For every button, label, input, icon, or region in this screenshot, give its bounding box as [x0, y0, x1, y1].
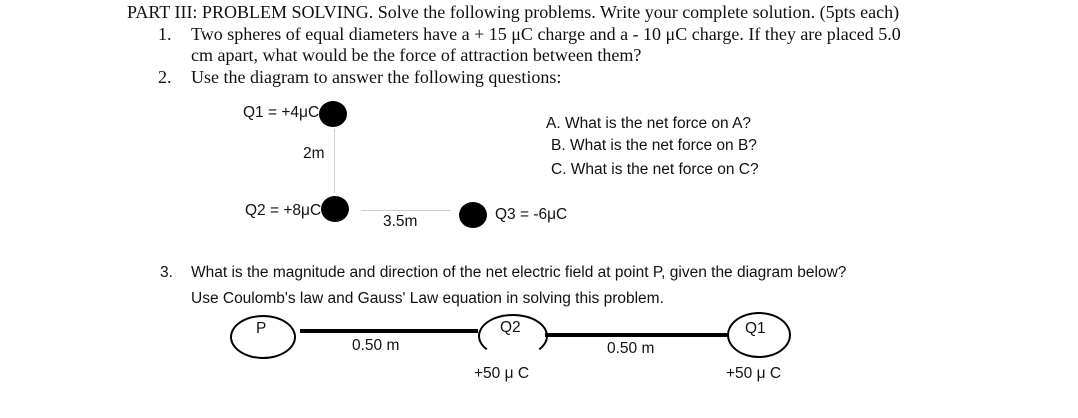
question-b: B. What is the net force on B?: [551, 137, 757, 154]
problem-3-line-1: What is the magnitude and direction of the net electric field at point P, given the diagram below?: [191, 264, 847, 281]
problem-2-number: 2.: [158, 67, 172, 87]
problem-3-number: 3.: [160, 264, 173, 281]
q3-charge-dot: [459, 202, 487, 228]
right-connector-line: [545, 333, 729, 337]
q1-charge-dot: [319, 101, 347, 127]
q2-label: Q2 = +8μC: [245, 202, 322, 219]
question-a: A. What is the net force on A?: [546, 115, 752, 132]
q1-label: Q1 = +4μC: [243, 104, 320, 121]
q1-charge-value: +50 μ C: [726, 365, 782, 382]
problem-1-number: 1.: [158, 24, 172, 44]
q1-diagram-label: Q1: [745, 320, 766, 337]
q2-charge-dot: [321, 196, 349, 222]
problem-2-text: Use the diagram to answer the following questions:: [191, 67, 562, 87]
horizontal-distance-line: [361, 210, 451, 211]
q2-diagram-label: Q2: [500, 319, 521, 336]
vertical-distance-line: [334, 129, 335, 193]
right-distance-label: 0.50 m: [607, 340, 655, 357]
left-distance-label: 0.50 m: [352, 337, 400, 354]
left-connector-line: [300, 329, 478, 333]
point-p-label: P: [256, 320, 267, 337]
section-heading: PART III: PROBLEM SOLVING. Solve the following problems. Write your complete solution. (5pts each): [127, 2, 900, 22]
problem-1-line-1: Two spheres of equal diameters have a + 15 μC charge and a - 10 μC charge. If they are placed 5.0: [191, 24, 901, 44]
vertical-distance-label: 2m: [303, 145, 325, 162]
problem-1-line-2: cm apart, what would be the force of attraction between them?: [191, 45, 642, 65]
q3-label: Q3 = -6μC: [495, 206, 568, 223]
q2-charge-value: +50 μ C: [474, 365, 530, 382]
problem-3-line-2: Use Coulomb's law and Gauss' Law equation in solving this problem.: [191, 290, 664, 307]
question-c: C. What is the net force on C?: [551, 161, 759, 178]
horizontal-distance-label: 3.5m: [383, 213, 418, 230]
